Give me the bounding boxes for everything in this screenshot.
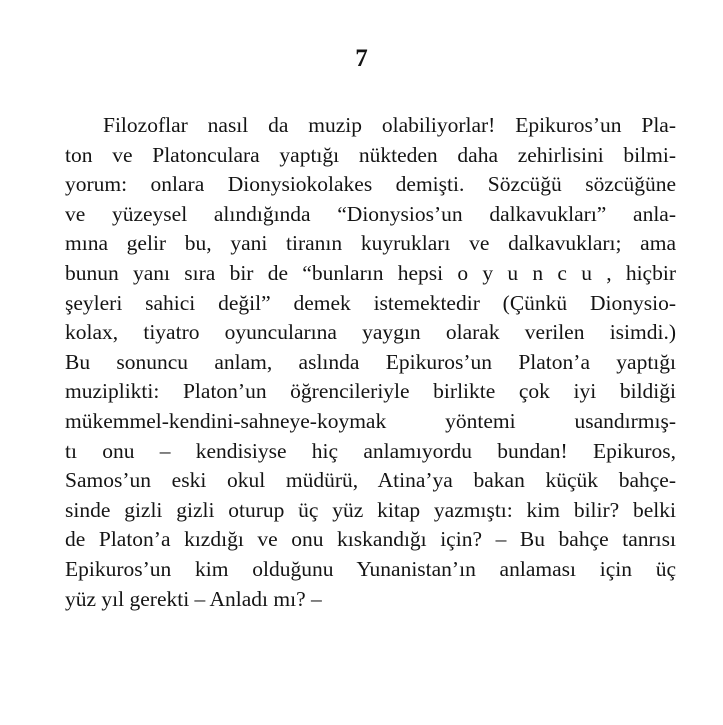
text-line: sinde gizli gizli oturup üç yüz kitap yazmıştı: kim bilir? belki (65, 497, 676, 522)
text-line: şeyleri sahici değil” demek istemektedir (Çünkü Dionysio- (65, 290, 676, 315)
text-line: Bu sonuncu anlam, aslında Epikuros’un Platon’a yaptığı (65, 349, 676, 374)
text-line: ve yüzeysel alındığında “Dionysios’un dalkavukları” anla- (65, 201, 676, 226)
text-line: de Platon’a kızdığı ve onu kıskandığı için? – Bu bahçe tanrısı (65, 527, 676, 552)
text-line: Epikuros’un kim olduğunu Yunanistan’ın anlaması için üç (65, 556, 676, 581)
text-line: tı onu – kendisiyse hiç anlamıyordu bundan! Epikuros, (65, 438, 676, 463)
text-line: yüz yıl gerekti – Anladı mı? – (65, 586, 322, 611)
body-paragraph (65, 111, 676, 614)
text-line: ton ve Platonculara yaptığı nükteden daha zehirlisini bilmi- (65, 142, 676, 167)
text-line: kolax, tiyatro oyuncularına yaygın olarak verilen isimdi.) (65, 320, 676, 345)
text-line: mına gelir bu, yani tiranın kuyrukları ve dalkavukları; ama (65, 231, 676, 256)
text-line: mükemmel-kendini-sahneye-koymak yöntemi usandırmış- (65, 408, 676, 433)
text-line: muziplikti: Platon’un öğrencileriyle birlikte çok iyi bildiği (65, 379, 676, 404)
text-line: yorum: onlara Dionysiokolakes demişti. Sözcüğü sözcüğüne (65, 172, 676, 197)
text-line: Filozoflar nasıl da muzip olabiliyorlar! Epikuros’un Pla- (103, 113, 676, 137)
text-line: bunun yanı sıra bir de “bunların hepsi o y u n c u , hiçbir (65, 260, 676, 285)
page-number: 7 (355, 45, 368, 72)
text-line: Samos’un eski okul müdürü, Atina’ya bakan küçük bahçe- (65, 468, 676, 493)
